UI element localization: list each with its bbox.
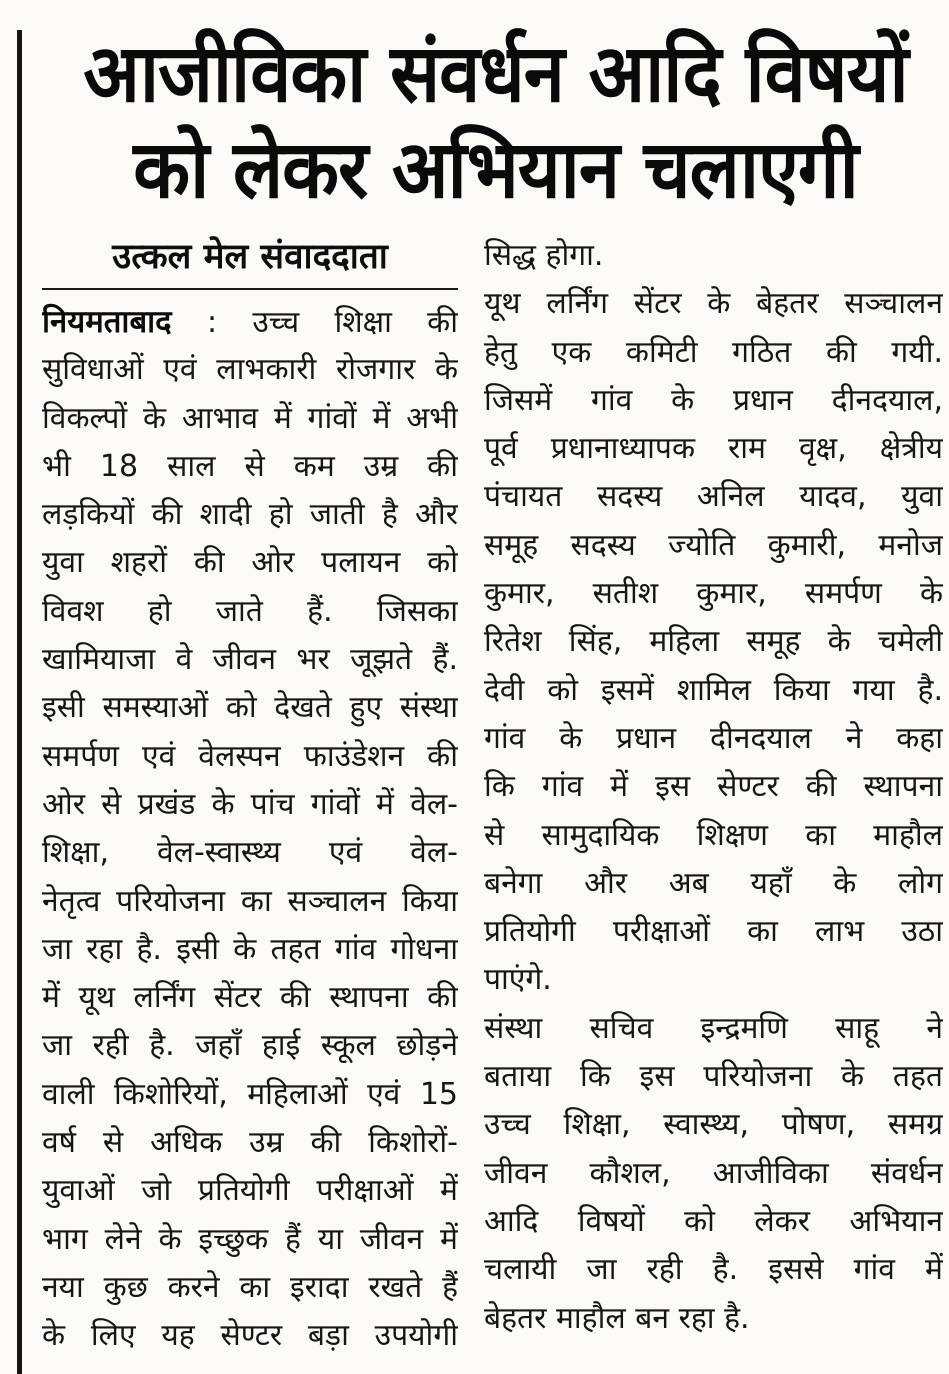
body-line: सिद्ध होगा. [484, 238, 604, 273]
body-line: कि गांव में इस सेण्टर की स्थापना [484, 769, 943, 805]
body-line: लड़कियों की शादी हो जाती है और [42, 497, 458, 533]
body-line: नेतृत्व परियोजना का सञ्चालन किया [42, 883, 458, 919]
body-line: गांव के प्रधान दीनदयाल ने कहा [484, 720, 943, 756]
body-line: विकल्पों के आभाव में गांवों में अभी [42, 400, 458, 436]
dateline: नियमताबाद [42, 304, 172, 340]
body-line: बताया कि इस परियोजना के तहत [484, 1059, 943, 1095]
article-body [42, 232, 943, 1361]
body-line: नया कुछ करने का इरादा रखते हैं [42, 1269, 458, 1305]
body-line: प्रतियोगी परीक्षाओं का लाभ उठा [484, 914, 943, 950]
body-line: चलायी जा रही है. इससे गांव में [484, 1252, 943, 1288]
body-line: आदि विषयों को लेकर अभियान [484, 1203, 943, 1239]
body-line: यूथ लर्निंग सेंटर के बेहतर सञ्चालन [484, 286, 943, 322]
body-line: समर्पण एवं वेलस्पन फाउंडेशन की [42, 738, 458, 774]
body-line: उच्च शिक्षा, स्वास्थ्य, पोषण, समग्र [484, 1107, 943, 1143]
body-line: वाली किशोरियों, महिलाओं एवं 15 [42, 1076, 458, 1112]
body-line: पूर्व प्रधानाध्यापक राम वृक्ष, क्षेत्रीय [484, 431, 943, 467]
body-line: जीवन कौशल, आजीविका संवर्धन [484, 1155, 943, 1191]
body-line: में यूथ लर्निंग सेंटर की स्थापना की [42, 980, 458, 1016]
headline-line-2: को लेकर अभियान चलाएगी [133, 123, 858, 217]
body-line: के लिए यह सेण्टर बड़ा उपयोगी [42, 1318, 458, 1354]
body-line: इसी समस्याओं को देखते हुए संस्था [42, 690, 458, 726]
body-line: ओर से प्रखंड के पांच गांवों में वेल- [42, 786, 458, 822]
body-line: पाएंगे. [484, 962, 552, 998]
body-line: से सामुदायिक शिक्षण का माहौल [484, 817, 943, 853]
body-line: बेहतर माहौल बन रहा है. [484, 1300, 750, 1336]
body-line: बनेगा और अब यहाँ के लोग [484, 865, 943, 901]
body-line: देवी को इसमें शामिल किया गया है. [484, 672, 943, 708]
body-line: खामियाजा वे जीवन भर जूझते हैं. [42, 642, 458, 678]
left-column [42, 232, 458, 1361]
body-line: रितेश सिंह, महिला समूह के चमेली [484, 624, 943, 660]
right-column [484, 232, 943, 1361]
body-line: समूह सदस्य ज्योति कुमारी, मनोज [484, 527, 943, 563]
body-line: पंचायत सदस्य अनिल यादव, युवा [484, 479, 943, 515]
body-line: भी 18 साल से कम उम्र की [42, 448, 458, 484]
body-line: जा रहा है. इसी के तहत गांव गोधना [42, 931, 458, 967]
left-edge-rule [17, 30, 22, 1374]
body-line: वर्ष से अधिक उम्र की किशोरों- [42, 1125, 458, 1161]
lead-text: : उच्च शिक्षा की [206, 305, 458, 340]
body-line: हेतु एक कमिटी गठित की गयी. [484, 334, 943, 370]
byline-rule [42, 288, 458, 290]
article-headline [50, 22, 941, 217]
body-line: शिक्षा, वेल-स्वास्थ्य एवं वेल- [42, 835, 458, 871]
body-line: संस्था सचिव इन्द्रमणि साहू ने [484, 1010, 943, 1046]
body-line: कुमार, सतीश कुमार, समर्पण के [484, 576, 943, 612]
body-line: विवश हो जाते हैं. जिसका [42, 593, 458, 629]
body-line: युवाओं जो प्रतियोगी परीक्षाओं में [42, 1173, 458, 1209]
body-line: सुविधाओं एवं लाभकारी रोजगार के [42, 352, 458, 388]
body-line [42, 298, 458, 346]
byline: उत्कल मेल संवाददाता [112, 237, 388, 277]
body-line: युवा शहरों की ओर पलायन को [42, 545, 458, 581]
body-line: जा रही है. जहाँ हाई स्कूल छोड़ने [42, 1028, 458, 1064]
body-line: भाग लेने के इच्छुक हैं या जीवन में [42, 1221, 458, 1257]
headline-line-1: आजीविका संवर्धन आदि विषयों [83, 27, 908, 121]
body-line: जिसमें गांव के प्रधान दीनदयाल, [484, 382, 943, 418]
